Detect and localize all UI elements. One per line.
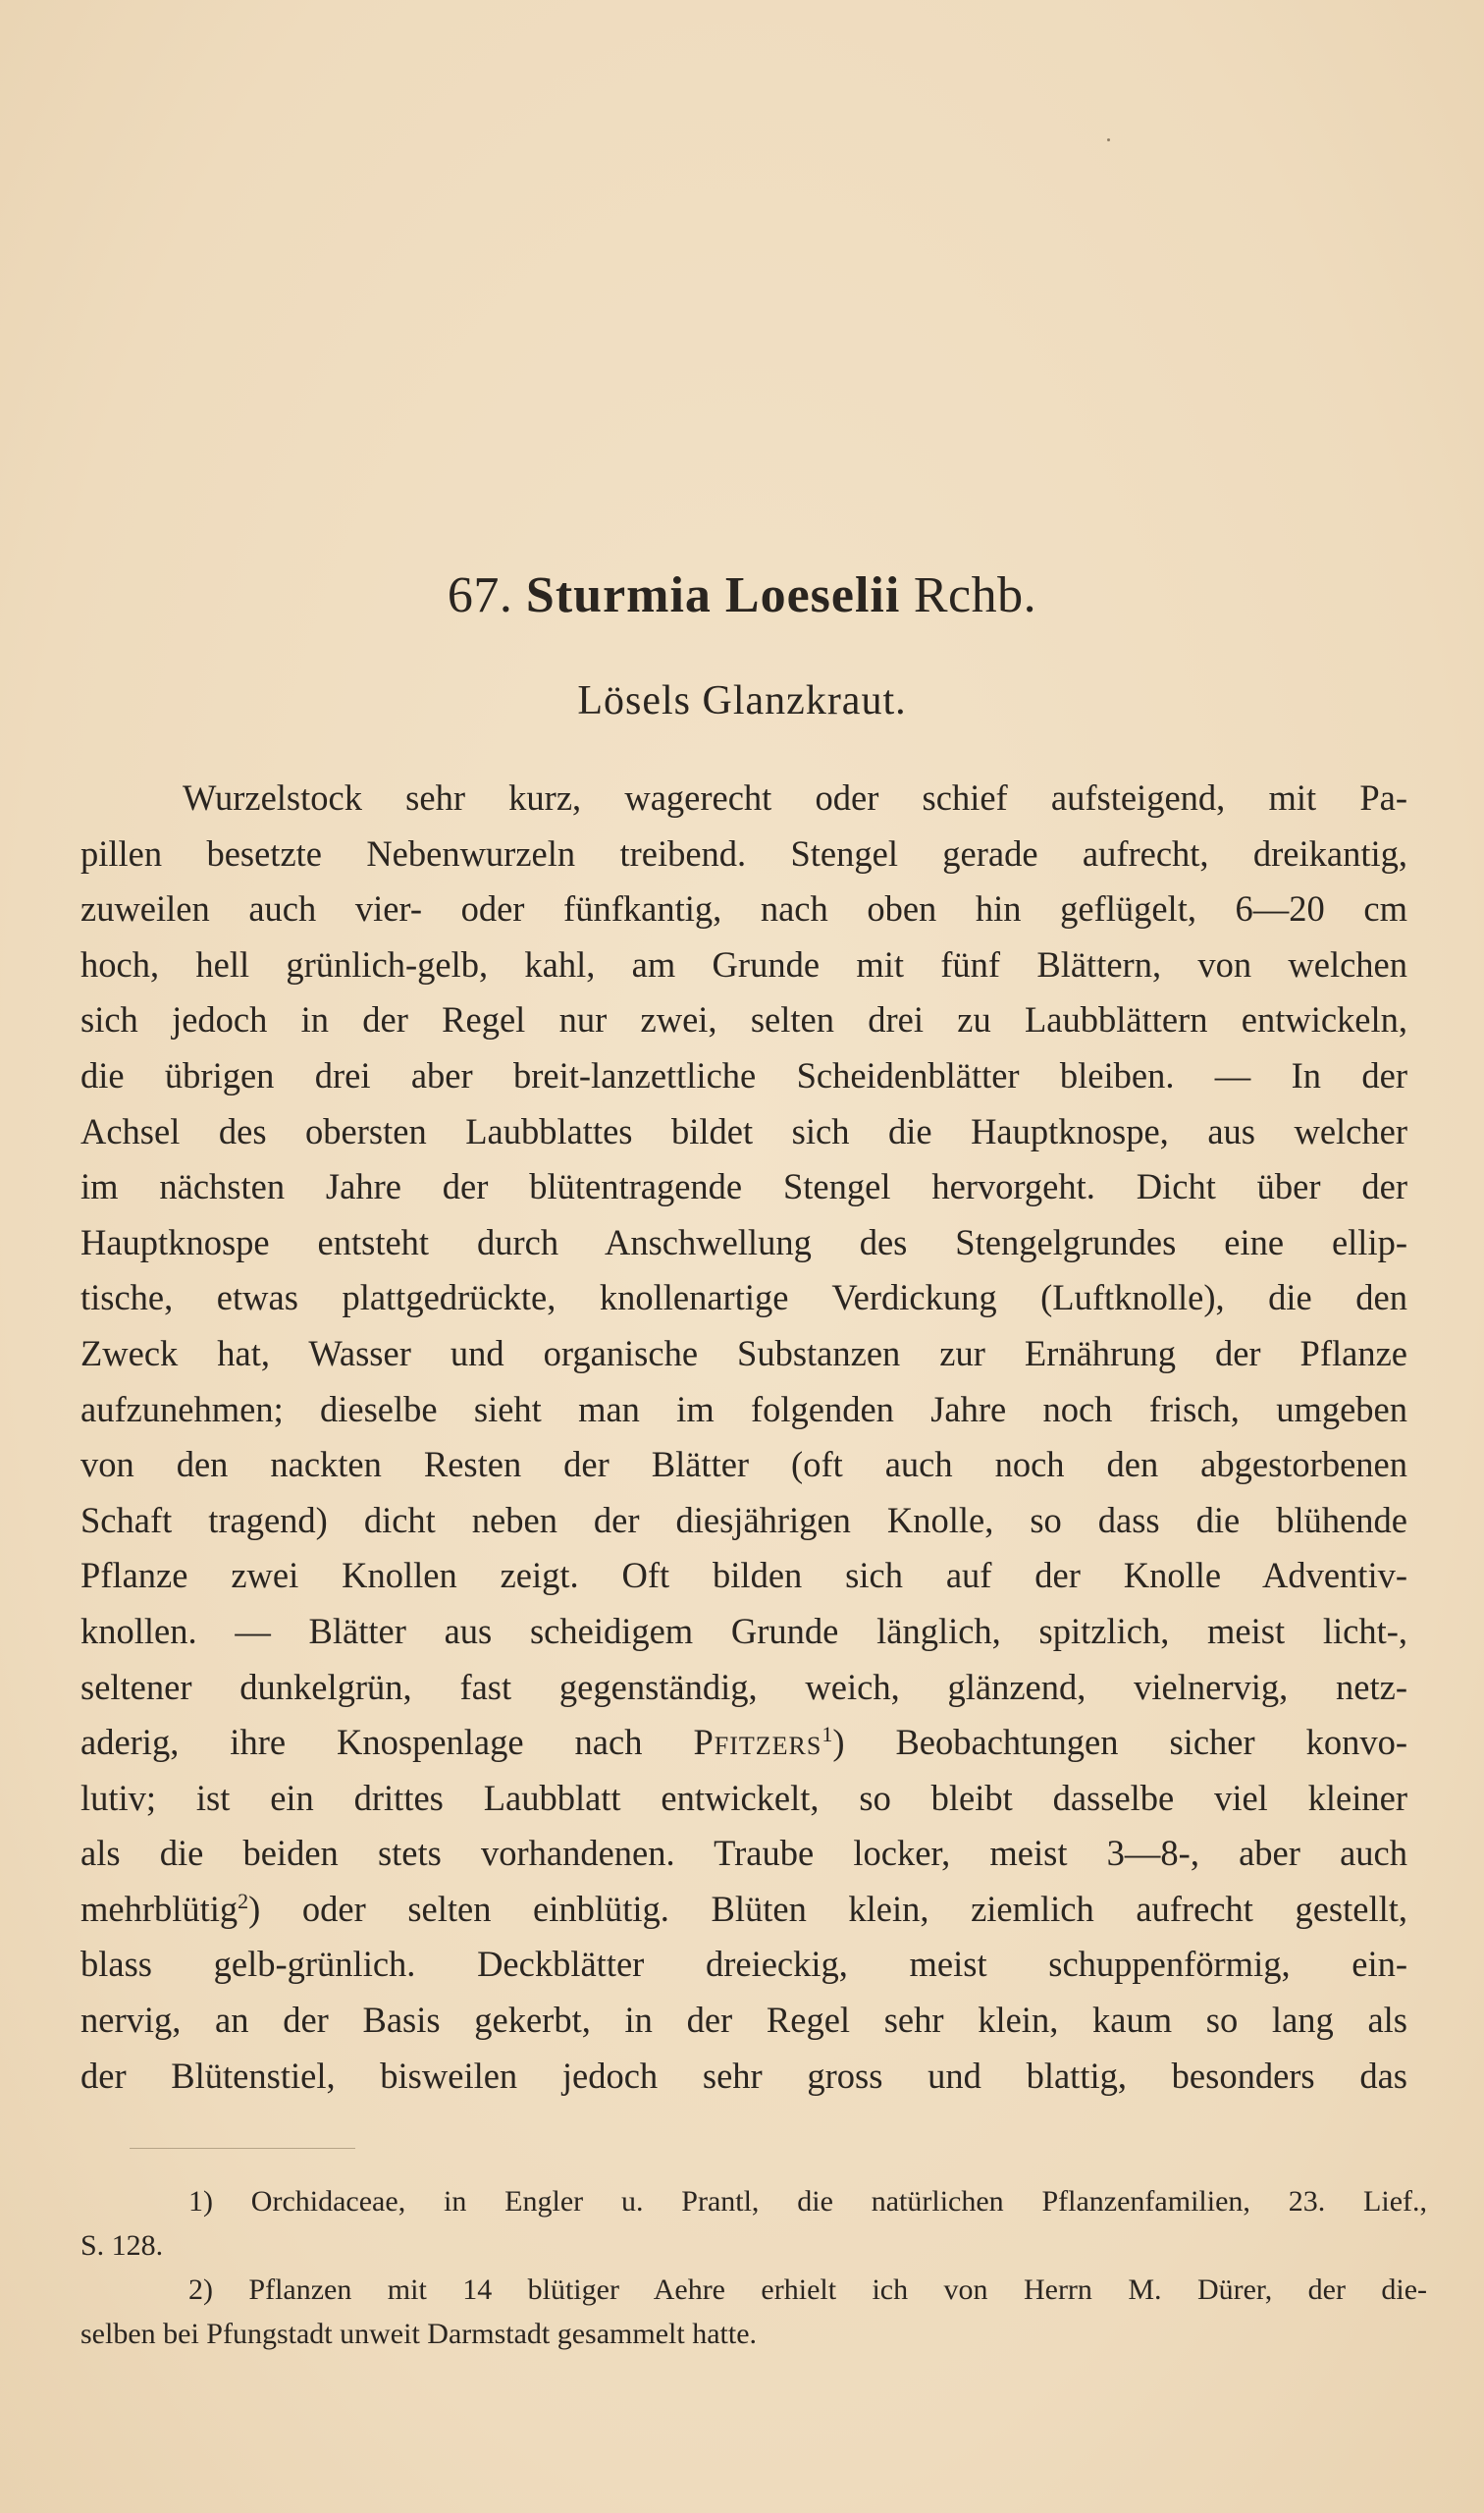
- text-line: sich jedoch in der Regel nur zwei, selten drei zu Laubblättern entwickeln,: [80, 999, 1407, 1041]
- text-line: pillen besetzte Nebenwurzeln treibend. Stengel gerade aufrecht, dreikantig,: [80, 832, 1407, 874]
- text-fragment: ) oder selten einblütig. Blüten klein, ziemlich aufrecht gestellt,: [248, 1888, 1407, 1929]
- text-line: lutiv; ist ein drittes Laubblatt entwickelt, so bleibt dasselbe viel kleiner: [80, 1777, 1407, 1818]
- footnotes: [80, 2179, 1427, 2356]
- text-line: zuweilen auch vier- oder fünfkantig, nach oben hin geflügelt, 6—20 cm: [80, 888, 1407, 930]
- text-fragment: ) Beobachtungen sicher konvo-: [832, 1722, 1408, 1763]
- text-line: nervig, an der Basis gekerbt, in der Regel sehr klein, kaum so lang als: [80, 2000, 1407, 2041]
- text-fragment: mehrblütig: [80, 1888, 238, 1929]
- text-line: Pflanze zwei Knollen zeigt. Oft bilden sich auf der Knolle Adventiv-: [80, 1555, 1407, 1596]
- footnote-1-continued: S. 128.: [80, 2229, 164, 2262]
- text-line: Achsel des obersten Laubblattes bildet sich die Hauptknospe, aus welcher: [80, 1110, 1407, 1151]
- common-name: Lösels Glanzkraut.: [577, 678, 907, 723]
- species-author: Rchb.: [913, 567, 1037, 623]
- author-name-smallcaps: Pfitzers: [693, 1722, 822, 1763]
- text-line: [80, 1882, 1407, 1938]
- text-line: als die beiden stets vorhandenen. Traube locker, meist 3—8-, aber auch: [80, 1833, 1407, 1874]
- footnote-ref: 2: [238, 1888, 249, 1913]
- paper-speck: [1107, 138, 1110, 141]
- species-name: Sturmia Loeselii: [525, 567, 901, 623]
- text-line: Zweck hat, Wasser und organische Substanzen zur Ernährung der Pflanze: [80, 1332, 1407, 1373]
- footnote-2-continued: selben bei Pfungstadt unweit Darmstadt gesammelt hatte.: [80, 2318, 758, 2350]
- footnote-divider: [130, 2148, 355, 2149]
- species-number: 67.: [447, 567, 513, 623]
- text-line: Wurzelstock sehr kurz, wagerecht oder schief aufsteigend, mit Pa-: [183, 777, 1407, 818]
- text-line: der Blütenstiel, bisweilen jedoch sehr gross und blattig, besonders das: [80, 2055, 1407, 2096]
- text-line: knollen. — Blätter aus scheidigem Grunde länglich, spitzlich, meist licht-,: [80, 1610, 1407, 1651]
- text-line: die übrigen drei aber breit-lanzettliche Scheidenblätter bleiben. — In der: [80, 1054, 1407, 1096]
- text-line: Schaft tragend) dicht neben der diesjährigen Knolle, so dass die blühende: [80, 1499, 1407, 1540]
- text-line: Hauptknospe entsteht durch Anschwellung des Stengelgrundes eine ellip-: [80, 1221, 1407, 1262]
- footnote-2: 2) Pflanzen mit 14 blütiger Aehre erhielt ich von Herrn M. Dürer, der die-: [188, 2273, 1427, 2306]
- text-line: blass gelb-grünlich. Deckblätter dreieckig, meist schuppenförmig, ein-: [80, 1944, 1407, 1985]
- description-paragraph: [80, 771, 1407, 2104]
- text-fragment: aderig, ihre Knospenlage nach: [80, 1722, 643, 1763]
- footnote-1: 1) Orchidaceae, in Engler u. Prantl, die natürlichen Pflanzenfamilien, 23. Lief.,: [188, 2185, 1427, 2218]
- species-heading: [0, 561, 1484, 630]
- text-line: seltener dunkelgrün, fast gegenständig, weich, glänzend, vielnervig, netz-: [80, 1666, 1407, 1707]
- text-line: tische, etwas plattgedrückte, knollenartige Verdickung (Luftknolle), die den: [80, 1277, 1407, 1318]
- text-line: von den nackten Resten der Blätter (oft auch noch den abgestorbenen: [80, 1444, 1407, 1485]
- text-line: [80, 1715, 1407, 1771]
- text-line: hoch, hell grünlich-gelb, kahl, am Grunde mit fünf Blättern, von welchen: [80, 943, 1407, 985]
- footnote-ref: 1: [822, 1721, 833, 1746]
- text-line: aufzunehmen; dieselbe sieht man im folgenden Jahre noch frisch, umgeben: [80, 1388, 1407, 1429]
- text-line: im nächsten Jahre der blütentragende Stengel hervorgeht. Dicht über der: [80, 1166, 1407, 1207]
